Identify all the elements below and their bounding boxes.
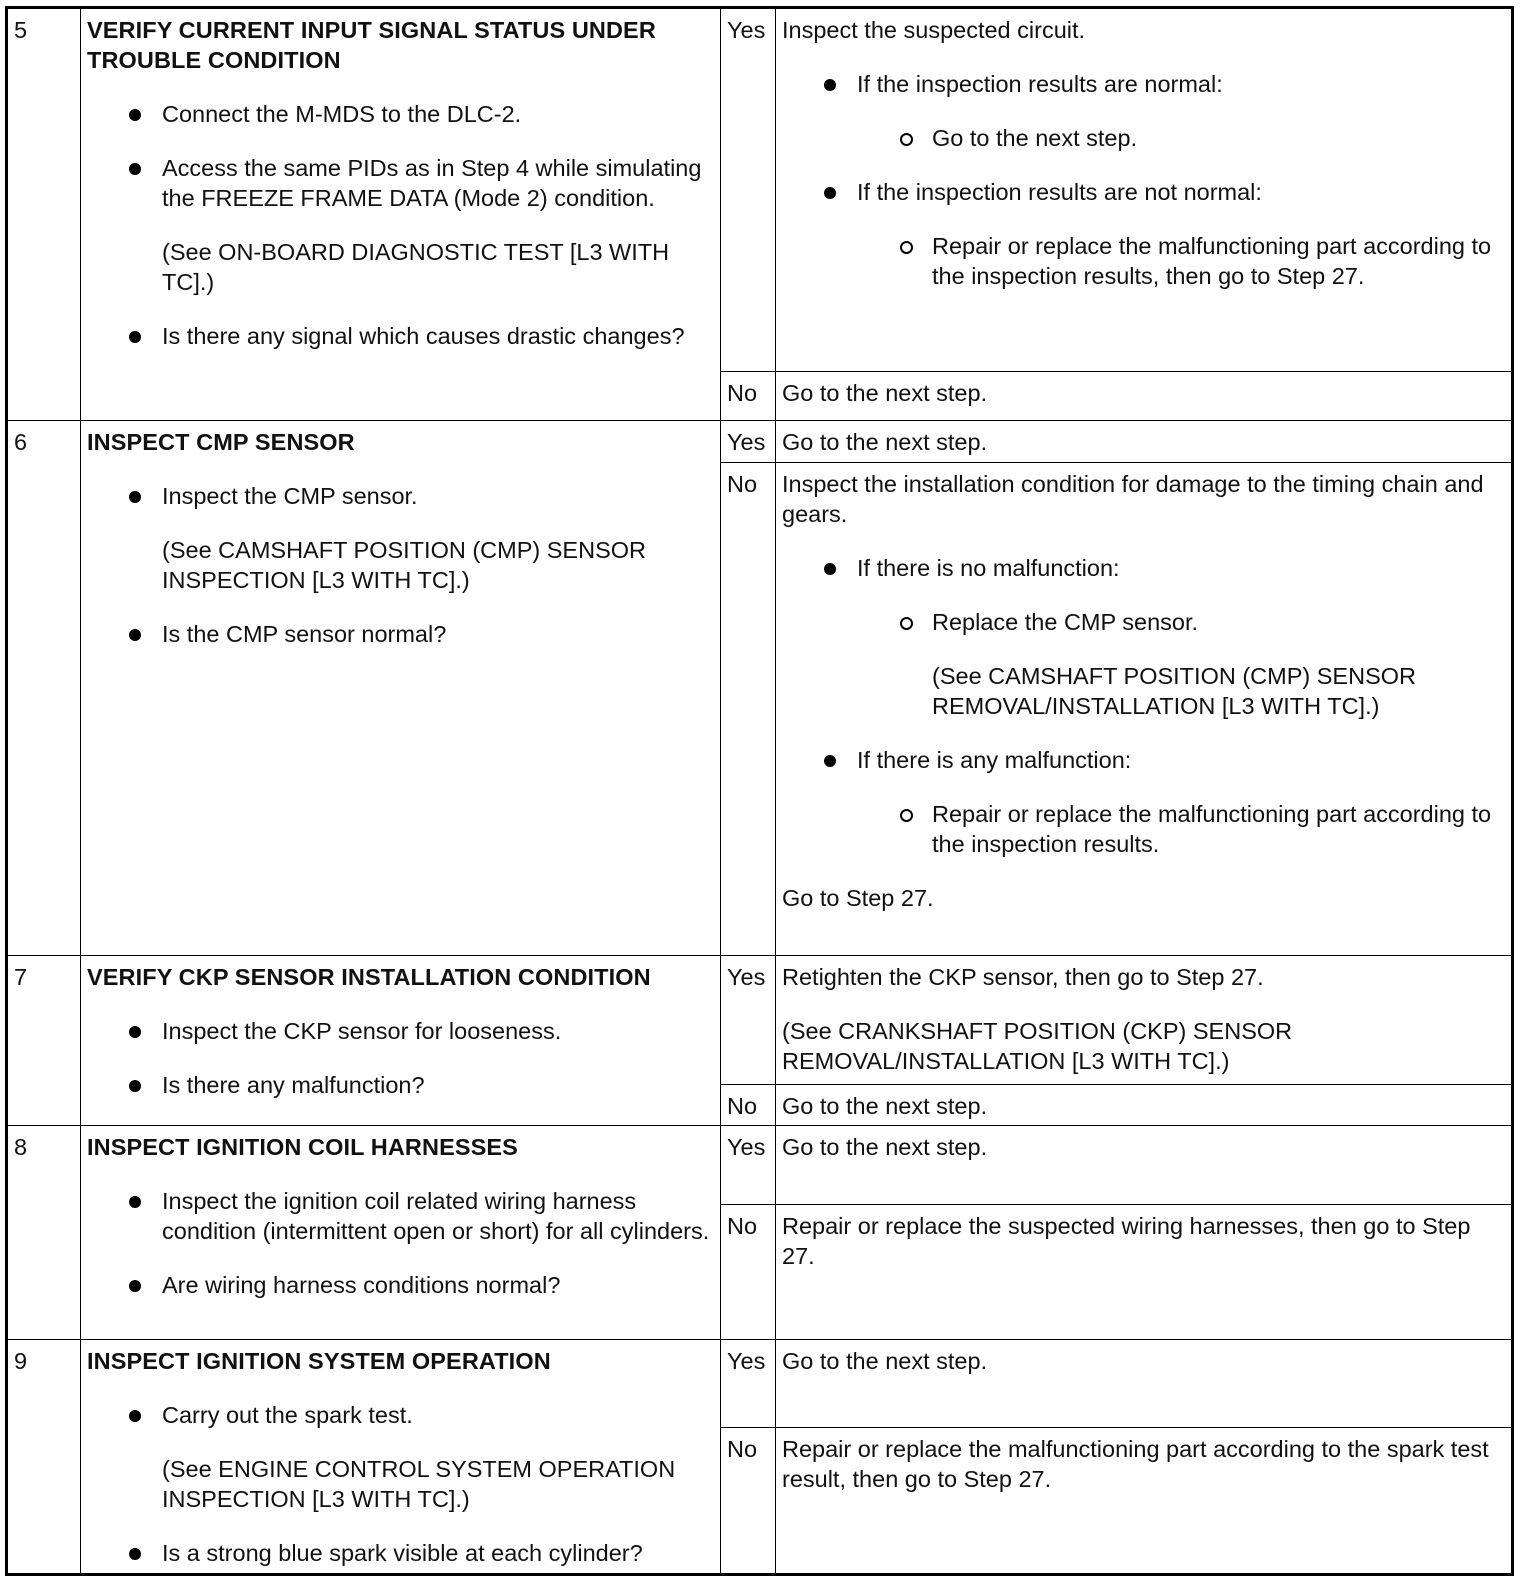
step-9-yes-row bbox=[7, 1339, 1513, 1427]
action-text: Inspect the suspected circuit. bbox=[782, 17, 1086, 43]
step-action-cell bbox=[81, 420, 721, 956]
step-number: 6 bbox=[7, 420, 81, 956]
bullet-item: Are wiring harness conditions normal? bbox=[162, 1270, 714, 1300]
step-title: INSPECT CMP SENSOR bbox=[87, 428, 355, 455]
bullet-item: Connect the M-MDS to the DLC-2. bbox=[162, 99, 714, 129]
bullet-item: Carry out the spark test. bbox=[162, 1400, 714, 1430]
step-number: 8 bbox=[7, 1125, 81, 1339]
bullet-item: Inspect the CMP sensor. bbox=[162, 481, 714, 511]
no-action-text: Go to the next step. bbox=[776, 372, 1513, 420]
action-text: Inspect the installation condition for damage to the timing chain and gears. bbox=[782, 471, 1484, 528]
sub-action-bullet: Repair or replace the malfunctioning part according to the inspection results, then go to Step 27. bbox=[932, 231, 1505, 291]
yes-action-text: Go to the next step. bbox=[776, 1339, 1513, 1427]
no-label: No bbox=[721, 1204, 776, 1339]
yes-label: Yes bbox=[721, 8, 776, 372]
condition-bullet: If the inspection results are not normal: bbox=[857, 177, 1505, 207]
bullet-item: Is the CMP sensor normal? bbox=[162, 619, 714, 649]
yes-label: Yes bbox=[721, 1339, 776, 1427]
step-title: INSPECT IGNITION SYSTEM OPERATION bbox=[87, 1347, 551, 1374]
reference-note: (See ENGINE CONTROL SYSTEM OPERATION INSPECTION [L3 WITH TC].) bbox=[162, 1455, 676, 1512]
step-title: INSPECT IGNITION COIL HARNESSES bbox=[87, 1133, 518, 1160]
no-label: No bbox=[721, 372, 776, 420]
reference-note: (See CAMSHAFT POSITION (CMP) SENSOR INSPECTION [L3 WITH TC].) bbox=[162, 536, 646, 593]
step-7-yes-row bbox=[7, 956, 1513, 1084]
sub-action-bullet: Repair or replace the malfunctioning part according to the inspection results. bbox=[932, 799, 1505, 859]
no-label: No bbox=[721, 463, 776, 956]
step-8-yes-row bbox=[7, 1125, 1513, 1204]
yes-action-cell bbox=[776, 956, 1513, 1084]
reference-note: (See CAMSHAFT POSITION (CMP) SENSOR REMOVAL/INSTALLATION [L3 WITH TC].) bbox=[932, 663, 1416, 720]
step-number: 9 bbox=[7, 1339, 81, 1574]
step-number: 7 bbox=[7, 956, 81, 1126]
condition-bullet: If the inspection results are normal: bbox=[857, 69, 1505, 99]
sub-action-bullet: Replace the CMP sensor. bbox=[932, 607, 1505, 637]
bullet-item: Inspect the ignition coil related wiring harness condition (intermittent open or short) for all cylinders. bbox=[162, 1186, 714, 1246]
reference-note: (See CRANKSHAFT POSITION (CKP) SENSOR REMOVAL/INSTALLATION [L3 WITH TC].) bbox=[782, 1018, 1293, 1075]
bullet-item: Is there any malfunction? bbox=[162, 1070, 714, 1100]
step-5-yes-row bbox=[7, 8, 1513, 372]
bullet-item: Is a strong blue spark visible at each cylinder? bbox=[162, 1538, 714, 1568]
step-action-cell bbox=[81, 1339, 721, 1574]
no-label: No bbox=[721, 1084, 776, 1125]
yes-action-text: Go to the next step. bbox=[776, 420, 1513, 462]
step-action-cell bbox=[81, 8, 721, 421]
step-number: 5 bbox=[7, 8, 81, 421]
step-6-yes-row bbox=[7, 420, 1513, 462]
bullet-item: Access the same PIDs as in Step 4 while simulating the FREEZE FRAME DATA (Mode 2) condition. bbox=[162, 153, 714, 213]
yes-action-cell bbox=[776, 8, 1513, 372]
no-action-text: Go to the next step. bbox=[776, 1084, 1513, 1125]
step-action-cell bbox=[81, 956, 721, 1126]
step-title: VERIFY CKP SENSOR INSTALLATION CONDITION bbox=[87, 964, 651, 991]
yes-label: Yes bbox=[721, 956, 776, 1084]
diagnostic-procedure-table bbox=[5, 6, 1514, 1576]
step-title: VERIFY CURRENT INPUT SIGNAL STATUS UNDER TROUBLE CONDITION bbox=[87, 17, 656, 73]
action-text: Go to Step 27. bbox=[782, 885, 934, 912]
bullet-item: Inspect the CKP sensor for looseness. bbox=[162, 1016, 714, 1046]
action-text: Retighten the CKP sensor, then go to Step 27. bbox=[782, 964, 1264, 991]
yes-label: Yes bbox=[721, 420, 776, 462]
reference-note: (See ON-BOARD DIAGNOSTIC TEST [L3 WITH TC].) bbox=[162, 239, 670, 295]
no-action-text: Repair or replace the suspected wiring harnesses, then go to Step 27. bbox=[776, 1204, 1513, 1339]
no-action-text: Repair or replace the malfunctioning part according to the spark test result, then go to Step 27. bbox=[776, 1427, 1513, 1574]
bullet-item: Is there any signal which causes drastic changes? bbox=[162, 321, 714, 351]
yes-label: Yes bbox=[721, 1125, 776, 1204]
sub-action-bullet: Go to the next step. bbox=[932, 123, 1505, 153]
no-label: No bbox=[721, 1427, 776, 1574]
step-action-cell bbox=[81, 1125, 721, 1339]
no-action-cell bbox=[776, 463, 1513, 956]
yes-action-text: Go to the next step. bbox=[776, 1125, 1513, 1204]
condition-bullet: If there is no malfunction: bbox=[857, 553, 1505, 583]
condition-bullet: If there is any malfunction: bbox=[857, 745, 1505, 775]
